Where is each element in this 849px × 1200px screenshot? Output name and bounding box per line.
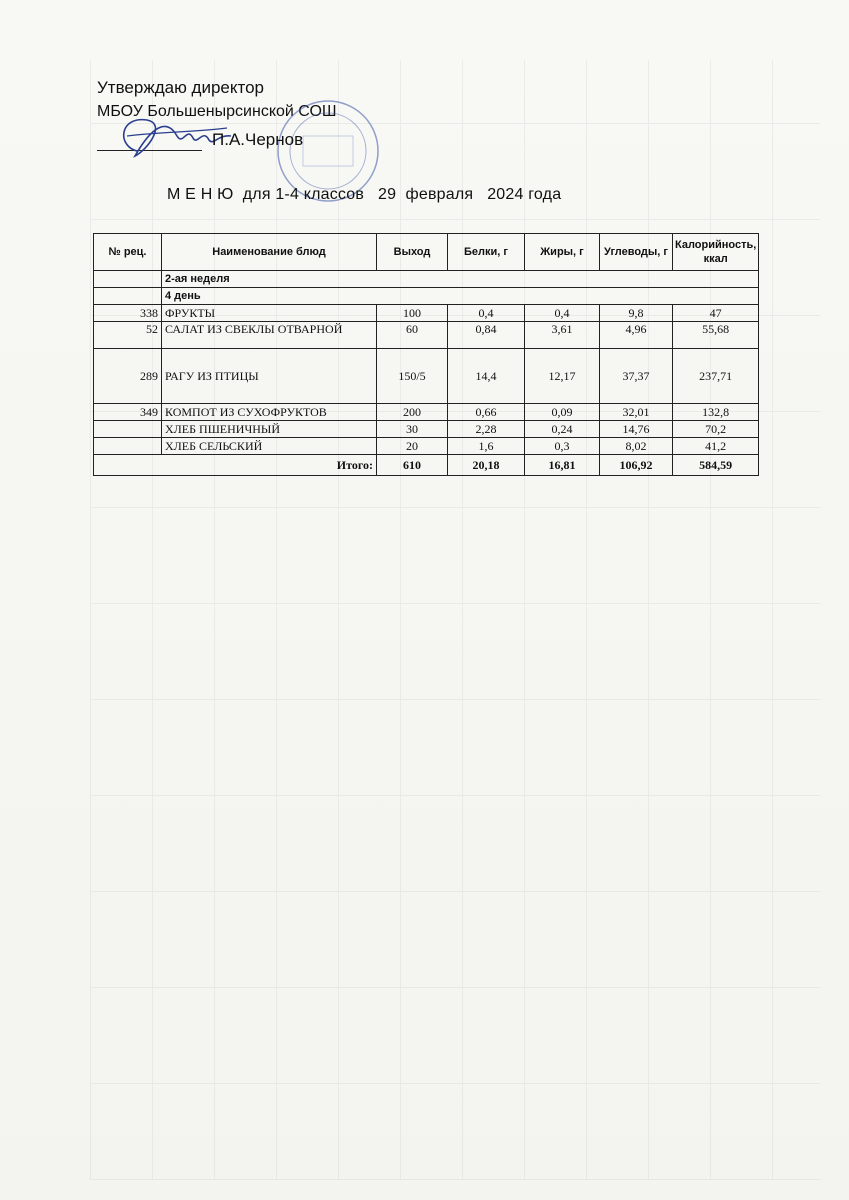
protein: 14,4 [448,349,525,404]
col-header-calories: Калорийность, ккал [673,234,759,271]
output: 100 [377,305,448,322]
total-row [94,455,759,476]
carbs: 32,01 [600,404,673,421]
bleed-through-background [90,60,820,1180]
day-row [94,288,759,305]
rec-number: 52 [94,322,162,349]
rec-number [94,421,162,438]
fat: 0,24 [525,421,600,438]
carbs: 4,96 [600,322,673,349]
carbs: 8,02 [600,438,673,455]
menu-table [93,233,759,476]
fat: 3,61 [525,322,600,349]
rec-number: 289 [94,349,162,404]
dish-name: КОМПОТ ИЗ СУХОФРУКТОВ [162,404,377,421]
calories: 47 [673,305,759,322]
calories: 237,71 [673,349,759,404]
protein: 0,4 [448,305,525,322]
calories: 55,68 [673,322,759,349]
dish-name: ХЛЕБ ПШЕНИЧНЫЙ [162,421,377,438]
table-row [94,322,759,349]
school-name: МБОУ Большенырсинской СОШ [97,103,337,120]
approval-block [97,76,337,154]
dish-name: ФРУКТЫ [162,305,377,322]
fat: 0,4 [525,305,600,322]
total-carbs: 106,92 [600,455,673,476]
protein: 2,28 [448,421,525,438]
total-label: Итого: [94,455,377,476]
dish-name: ХЛЕБ СЕЛЬСКИЙ [162,438,377,455]
carbs: 9,8 [600,305,673,322]
output: 20 [377,438,448,455]
day-label: 4 день [162,288,759,305]
table-row [94,438,759,455]
col-header-name: Наименование блюд [162,234,377,271]
output: 60 [377,322,448,349]
menu-title: М Е Н Ю для 1-4 классов 29 февраля 2024 года [167,186,562,203]
protein: 0,66 [448,404,525,421]
approve-text: Утверждаю директор [97,78,265,97]
table-row [94,349,759,404]
col-header-fat: Жиры, г [525,234,600,271]
week-label: 2-ая неделя [162,271,759,288]
output: 200 [377,404,448,421]
table-row [94,421,759,438]
col-header-rec: № рец. [94,234,162,271]
week-row [94,271,759,288]
calories: 70,2 [673,421,759,438]
protein: 1,6 [448,438,525,455]
col-header-protein: Белки, г [448,234,525,271]
total-fat: 16,81 [525,455,600,476]
rec-number [94,438,162,455]
table-header-row [94,234,759,271]
output: 30 [377,421,448,438]
director-name: П.А.Чернов [212,130,304,149]
col-header-carbs: Углеводы, г [600,234,673,271]
fat: 0,09 [525,404,600,421]
fat: 12,17 [525,349,600,404]
protein: 0,84 [448,322,525,349]
fat: 0,3 [525,438,600,455]
rec-number: 338 [94,305,162,322]
table-row [94,404,759,421]
col-header-output: Выход [377,234,448,271]
dish-name: РАГУ ИЗ ПТИЦЫ [162,349,377,404]
total-protein: 20,18 [448,455,525,476]
calories: 41,2 [673,438,759,455]
carbs: 37,37 [600,349,673,404]
rec-number: 349 [94,404,162,421]
calories: 132,8 [673,404,759,421]
carbs: 14,76 [600,421,673,438]
output: 150/5 [377,349,448,404]
dish-name: САЛАТ ИЗ СВЕКЛЫ ОТВАРНОЙ [162,322,377,349]
total-output: 610 [377,455,448,476]
signature-row [97,124,337,154]
total-calories: 584,59 [673,455,759,476]
table-row [94,305,759,322]
